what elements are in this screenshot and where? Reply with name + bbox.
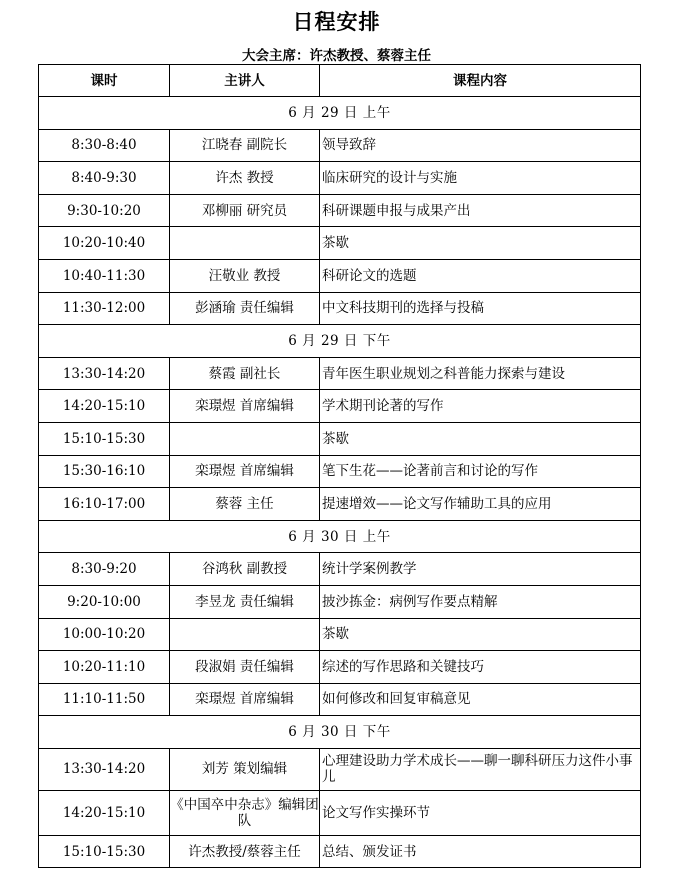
table-row (39, 683, 641, 716)
table-row (39, 835, 641, 868)
page-title: 日程安排 (292, 10, 381, 34)
session-time: 15:10-15:30 (39, 422, 170, 455)
session-time: 13:30-14:20 (39, 357, 170, 390)
speaker-name: 许杰 教授 (170, 162, 320, 195)
speaker-name (170, 422, 320, 455)
table-row (39, 129, 641, 162)
course-topic: 论文写作实操环节 (320, 790, 641, 835)
section-label: 6 月 30 日 下午 (39, 716, 641, 749)
section-row (39, 716, 641, 749)
course-topic: 领导致辞 (320, 129, 641, 162)
course-topic: 笔下生花——论著前言和讨论的写作 (320, 455, 641, 488)
table-row (39, 390, 641, 423)
course-topic: 青年医生职业规划之科普能力探索与建设 (320, 357, 641, 390)
course-topic: 披沙拣金：病例写作要点精解 (320, 585, 641, 618)
table-row (39, 422, 641, 455)
course-topic: 总结、颁发证书 (320, 835, 641, 868)
section-row (39, 520, 641, 553)
course-topic: 科研课题申报与成果产出 (320, 194, 641, 227)
speaker-name: 邓柳丽 研究员 (170, 194, 320, 227)
speaker-name: 李昱龙 责任编辑 (170, 585, 320, 618)
speaker-name: 彭涵瑜 责任编辑 (170, 292, 320, 325)
speaker-name: 《中国卒中杂志》编辑团队 (170, 790, 320, 835)
session-time: 15:10-15:30 (39, 835, 170, 868)
section-label: 6 月 29 日 下午 (39, 325, 641, 358)
session-time: 8:30-9:20 (39, 553, 170, 586)
table-row (39, 748, 641, 790)
session-time: 8:30-8:40 (39, 129, 170, 162)
speaker-name: 江晓春 副院长 (170, 129, 320, 162)
session-time: 10:20-11:10 (39, 651, 170, 684)
schedule-body (39, 97, 641, 868)
speaker-name: 栾璟煜 首席编辑 (170, 455, 320, 488)
conference-chair: 大会主席：许杰教授、蔡蓉主任 (242, 48, 431, 64)
session-time: 11:10-11:50 (39, 683, 170, 716)
section-row (39, 325, 641, 358)
session-time: 8:40-9:30 (39, 162, 170, 195)
table-row (39, 292, 641, 325)
session-time: 10:00-10:20 (39, 618, 170, 651)
table-row (39, 553, 641, 586)
table-row (39, 194, 641, 227)
course-topic: 统计学案例教学 (320, 553, 641, 586)
table-row (39, 790, 641, 835)
header-content: 课程内容 (320, 65, 641, 97)
table-row (39, 162, 641, 195)
course-topic: 学术期刊论著的写作 (320, 390, 641, 423)
table-row (39, 227, 641, 260)
speaker-name: 刘芳 策划编辑 (170, 748, 320, 790)
session-time: 15:30-16:10 (39, 455, 170, 488)
header-time: 课时 (39, 65, 170, 97)
course-topic: 临床研究的设计与实施 (320, 162, 641, 195)
section-label: 6 月 29 日 上午 (39, 97, 641, 130)
table-row (39, 455, 641, 488)
section-row (39, 97, 641, 130)
table-row (39, 651, 641, 684)
session-time: 9:30-10:20 (39, 194, 170, 227)
speaker-name: 栾璟煜 首席编辑 (170, 683, 320, 716)
session-time: 11:30-12:00 (39, 292, 170, 325)
session-time: 10:40-11:30 (39, 259, 170, 292)
table-row (39, 357, 641, 390)
schedule-table (38, 64, 641, 868)
speaker-name: 蔡蓉 主任 (170, 488, 320, 521)
course-topic: 提速增效——论文写作辅助工具的应用 (320, 488, 641, 521)
course-topic: 茶歇 (320, 227, 641, 260)
session-time: 16:10-17:00 (39, 488, 170, 521)
speaker-name: 段淑娟 责任编辑 (170, 651, 320, 684)
speaker-name: 蔡霞 副社长 (170, 357, 320, 390)
course-topic: 科研论文的选题 (320, 259, 641, 292)
session-time: 9:20-10:00 (39, 585, 170, 618)
section-label: 6 月 30 日 上午 (39, 520, 641, 553)
session-time: 14:20-15:10 (39, 790, 170, 835)
course-topic: 中文科技期刊的选择与投稿 (320, 292, 641, 325)
speaker-name: 汪敬业 教授 (170, 259, 320, 292)
speaker-name (170, 618, 320, 651)
speaker-name (170, 227, 320, 260)
table-row (39, 259, 641, 292)
session-time: 14:20-15:10 (39, 390, 170, 423)
course-topic: 如何修改和回复审稿意见 (320, 683, 641, 716)
course-topic: 茶歇 (320, 618, 641, 651)
course-topic: 心理建设助力学术成长——聊一聊科研压力这件小事儿 (320, 748, 641, 790)
table-row (39, 585, 641, 618)
header-speaker: 主讲人 (170, 65, 320, 97)
course-topic: 茶歇 (320, 422, 641, 455)
session-time: 10:20-10:40 (39, 227, 170, 260)
speaker-name: 许杰教授/蔡蓉主任 (170, 835, 320, 868)
table-row (39, 618, 641, 651)
speaker-name: 谷鸿秋 副教授 (170, 553, 320, 586)
speaker-name: 栾璟煜 首席编辑 (170, 390, 320, 423)
table-header-row (39, 65, 641, 97)
course-topic: 综述的写作思路和关键技巧 (320, 651, 641, 684)
session-time: 13:30-14:20 (39, 748, 170, 790)
table-row (39, 488, 641, 521)
